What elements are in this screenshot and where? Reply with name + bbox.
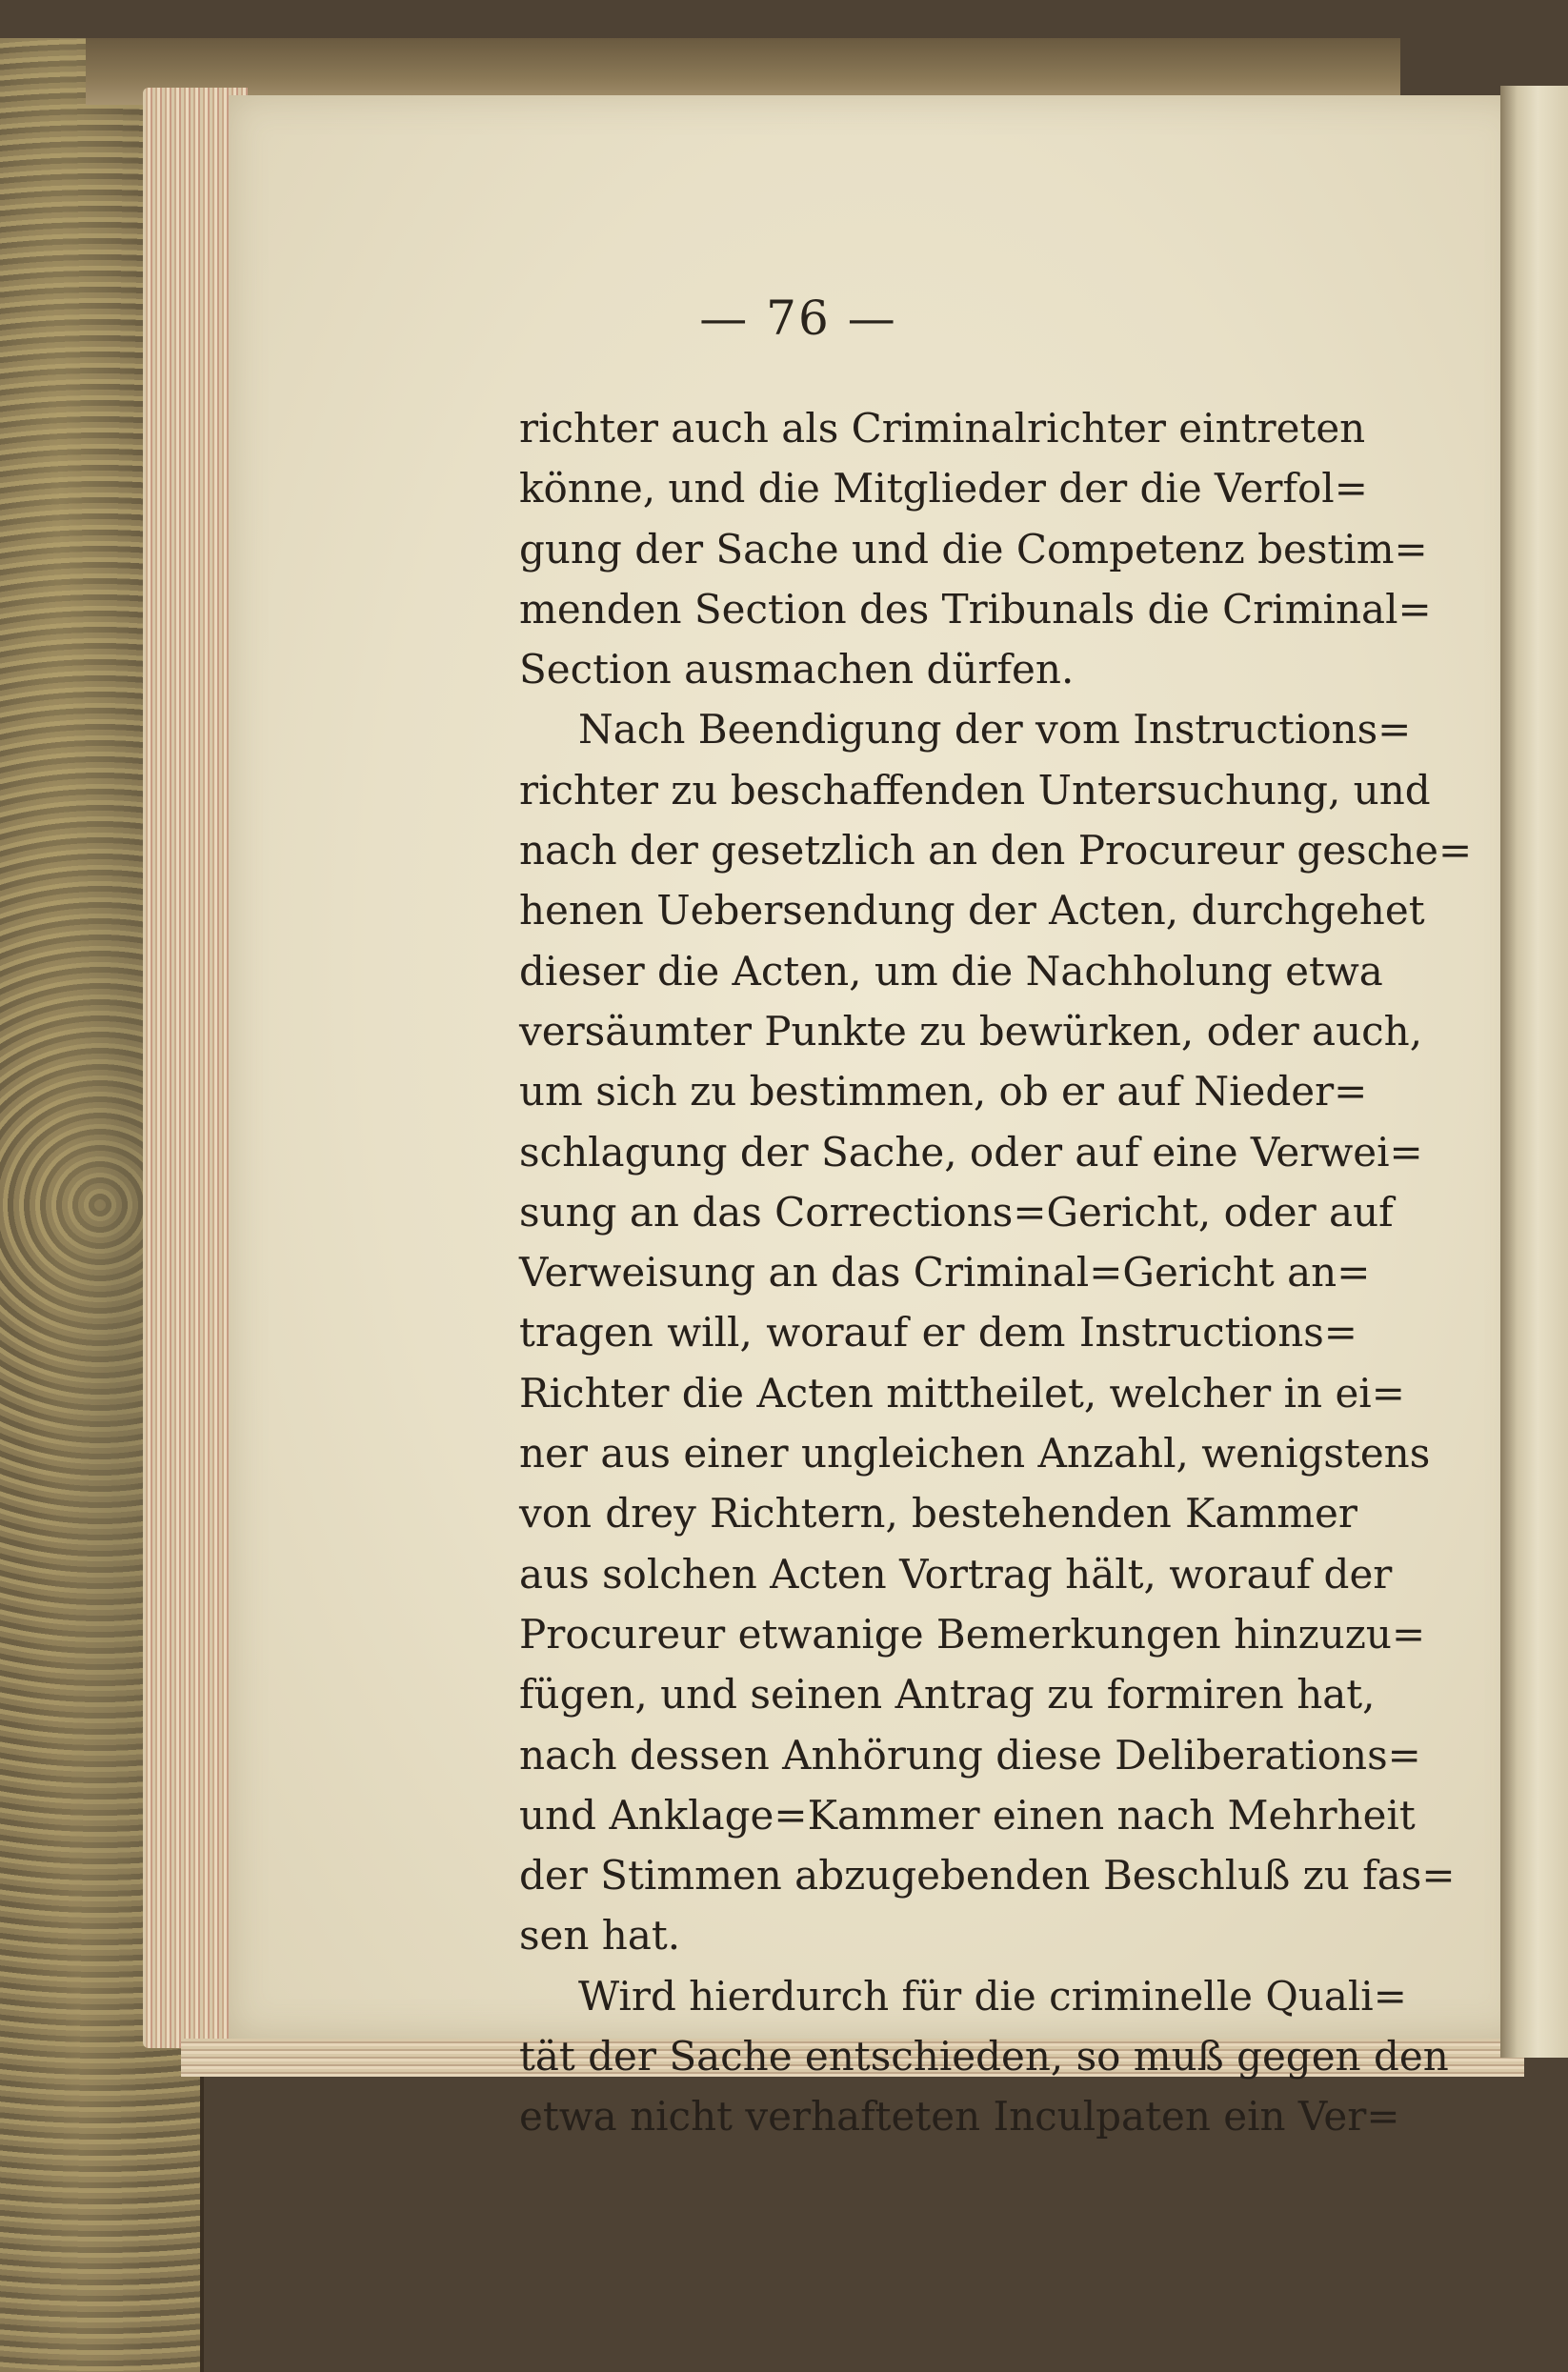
text-line: Verweisung an das Criminal=Gericht an= [519,1249,1371,1297]
text-line: von drey Richtern, bestehenden Kammer [519,1490,1357,1538]
text-line: und Anklage=Kammer einen nach Mehrheit [519,1791,1416,1839]
text-line: fügen, und seinen Antrag zu formiren hat, [519,1671,1376,1719]
text-line: der Stimmen abzugebenden Beschluß zu fas= [519,1852,1456,1900]
text-line: Nach Beendigung der vom Instructions= [578,706,1412,754]
text-line: henen Uebersendung der Acten, durchgehet [519,887,1425,935]
text-line: sung an das Corrections=Gericht, oder auf [519,1188,1394,1236]
text-line: schlagung der Sache, oder auf eine Verwei= [519,1128,1423,1176]
text-line: aus solchen Acten Vortrag hält, worauf der [519,1550,1393,1598]
facing-page-edge [1500,86,1568,2058]
text-line: Richter die Acten mittheilet, welcher in ei= [519,1369,1405,1417]
text-line: etwa nicht verhafteten Inculpaten ein Ver= [519,2093,1400,2141]
page-number: — 76 — [699,291,897,346]
text-line: gung der Sache und die Competenz bestim= [519,525,1428,573]
text-line: um sich zu bestimmen, ob er auf Nieder= [519,1068,1368,1116]
text-line: tragen will, worauf er dem Instructions= [519,1309,1357,1357]
text-line: richter zu beschaffenden Untersuchung, und [519,766,1431,814]
page-body-text [519,398,1473,2147]
text-line: dieser die Acten, um die Nachholung etwa [519,947,1383,995]
text-line: nach der gesetzlich an den Procureur gesche= [519,827,1473,874]
text-line: richter auch als Criminalrichter eintreten [519,405,1366,452]
text-line: ner aus einer ungleichen Anzahl, wenigstens [519,1430,1431,1477]
text-line: könne, und die Mitglieder der die Verfol= [519,465,1368,513]
text-line: Section ausmachen dürfen. [519,646,1075,694]
text-line: nach dessen Anhörung diese Deliberations= [519,1731,1421,1779]
text-line: sen hat. [519,1912,681,1960]
text-line: Procureur etwanige Bemerkungen hinzuzu= [519,1610,1426,1658]
text-line: Wird hierdurch für die criminelle Quali= [578,1972,1407,2020]
text-line: versäumter Punkte zu bewürken, oder auch, [519,1007,1423,1055]
text-line: tät der Sache entschieden, so muß gegen den [519,2033,1449,2081]
text-line: menden Section des Tribunals die Criminal= [519,585,1432,633]
